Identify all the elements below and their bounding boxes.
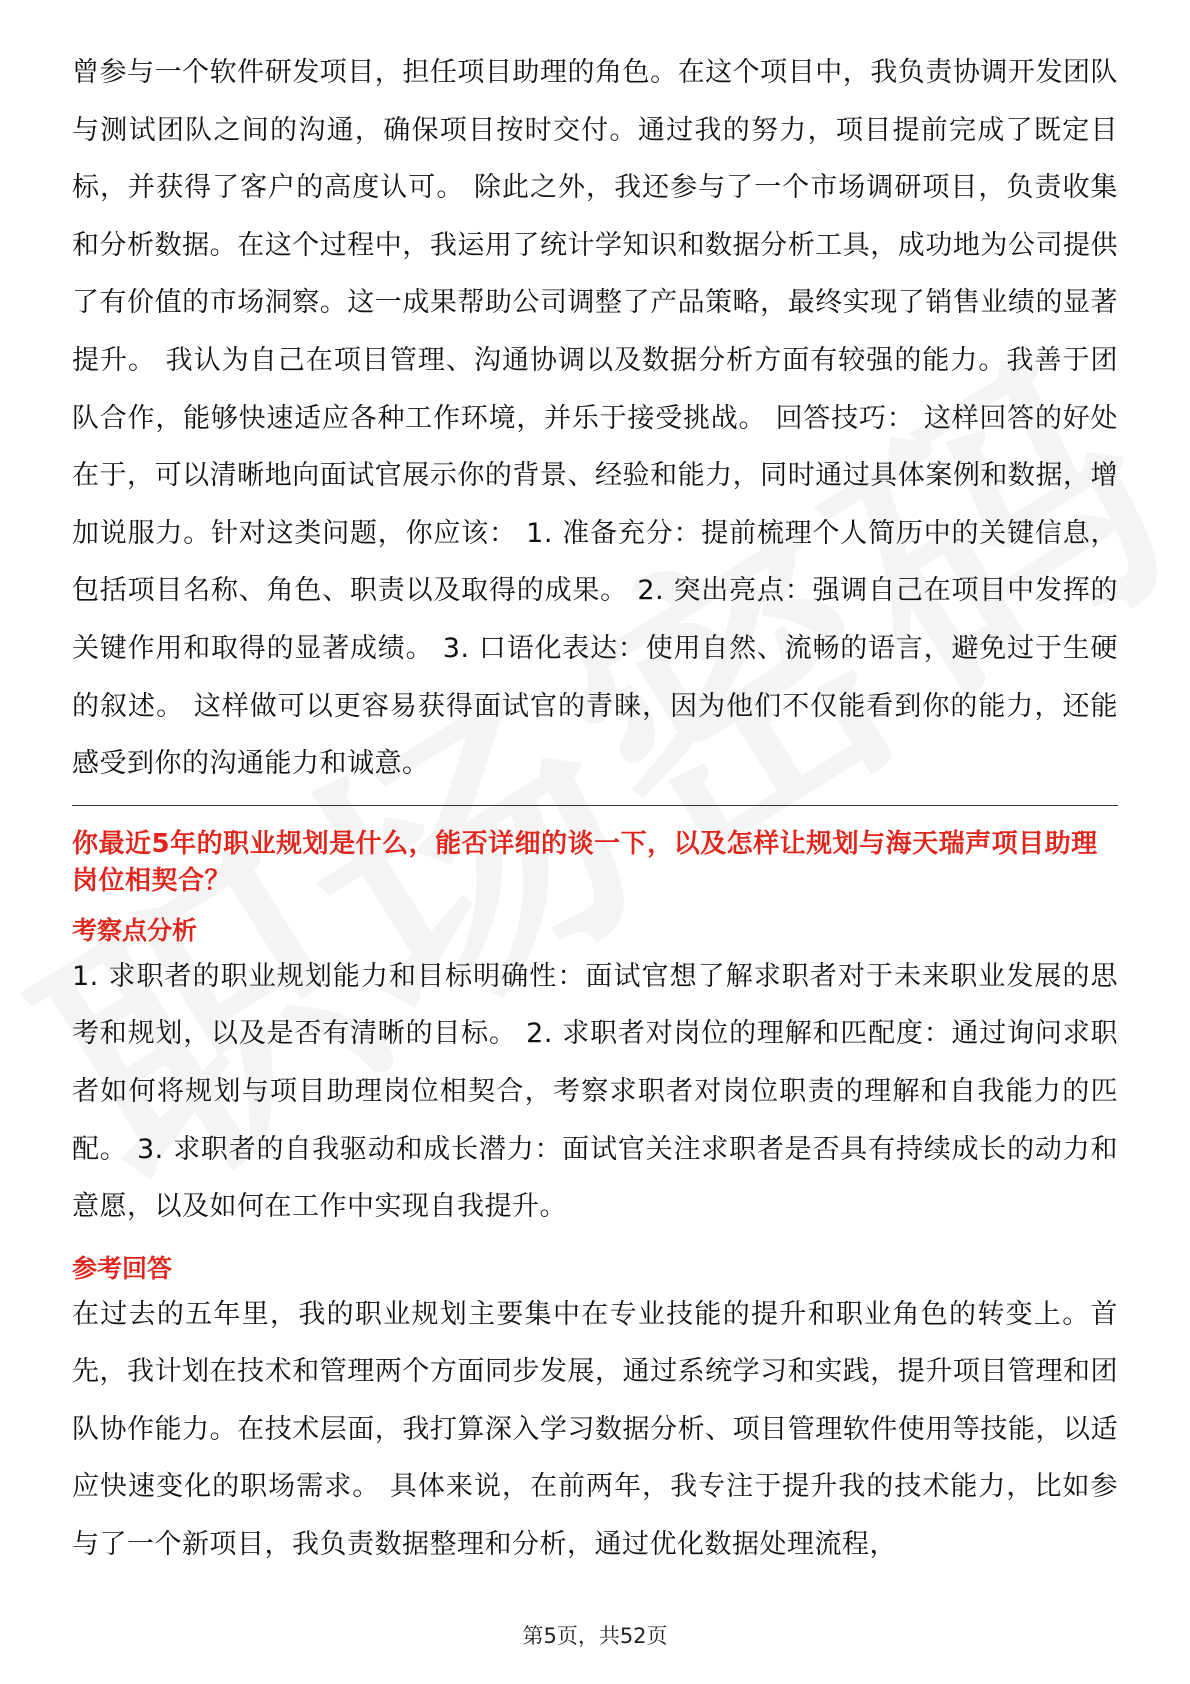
interview-question: 你最近5年的职业规划是什么，能否详细的谈一下，以及怎样让规划与海天瑞声项目助理岗位相契合？ xyxy=(72,828,1098,896)
answer-heading: 参考回答 xyxy=(72,1253,173,1283)
answer-paragraph: 在过去的五年里，我的职业规划主要集中在专业技能的提升和职业角色的转变上。首先，我计划在技术和管理两个方面同步发展，通过系统学习和实践，提升项目管理和团队协作能力。在技术层面，我打算深入学习数据分析、项目管理软件使用等技能，以适应快速变化的职场需求。 具体来说，在前两年，我专注于提升我的技术能力，比如参与了一个新项目，我负责数据整理和分析，通过优化数据处理流程， xyxy=(72,1298,1118,1561)
analysis-heading: 考察点分析 xyxy=(72,915,198,945)
section-divider xyxy=(72,805,1118,806)
intro-paragraph: 曾参与一个软件研发项目，担任项目助理的角色。在这个项目中，我负责协调开发团队与测试团队之间的沟通，确保项目按时交付。通过我的努力，项目提前完成了既定目标，并获得了客户的高度认可。 除此之外，我还参与了一个市场调研项目，负责收集和分析数据。在这个过程中，我运用了统计学知识和数据分析工具，成功地为公司提供了有价值的市场洞察。这一成果帮助公司调整了产品策略，最终实现了销售业绩的显著提升。 我认为自己在项目管理、沟通协调以及数据分析方面有较强的能力。我善于团队合作，能够快速适应各种工作环境，并乐于接受挑战。 回答技巧： 这样回答的好处在于，可以清晰地向面试官展示你的背景、经验和能力，同时通过具体案例和数据，增加说服力。针对这类问题，你应该： 1. 准备充分：提前梳理个人简历中的关键信息，包括项目名称、角色、职责以及取得的成果。 2. 突出亮点：强调自己在项目中发挥的关键作用和取得的显著成绩。 3. 口语化表达：使用自然、流畅的语言，避免过于生硬的叙述。 这样做可以更容易获得面试官的青睐，因为他们不仅能看到你的能力，还能感受到你的沟通能力和诚意。 xyxy=(72,57,1118,780)
page-content xyxy=(72,44,1118,1574)
page-footer: 第5页，共52页 xyxy=(522,1624,668,1648)
analysis-paragraph: 1. 求职者的职业规划能力和目标明确性：面试官想了解求职者对于未来职业发展的思考和规划，以及是否有清晰的目标。 2. 求职者对岗位的理解和匹配度：通过询问求职者如何将规划与项目助理岗位相契合，考察求职者对岗位职责的理解和自我能力的匹配。 3. 求职者的自我驱动和成长潜力：面试官关注求职者是否具有持续成长的动力和意愿，以及如何在工作中实现自我提升。 xyxy=(72,960,1118,1223)
